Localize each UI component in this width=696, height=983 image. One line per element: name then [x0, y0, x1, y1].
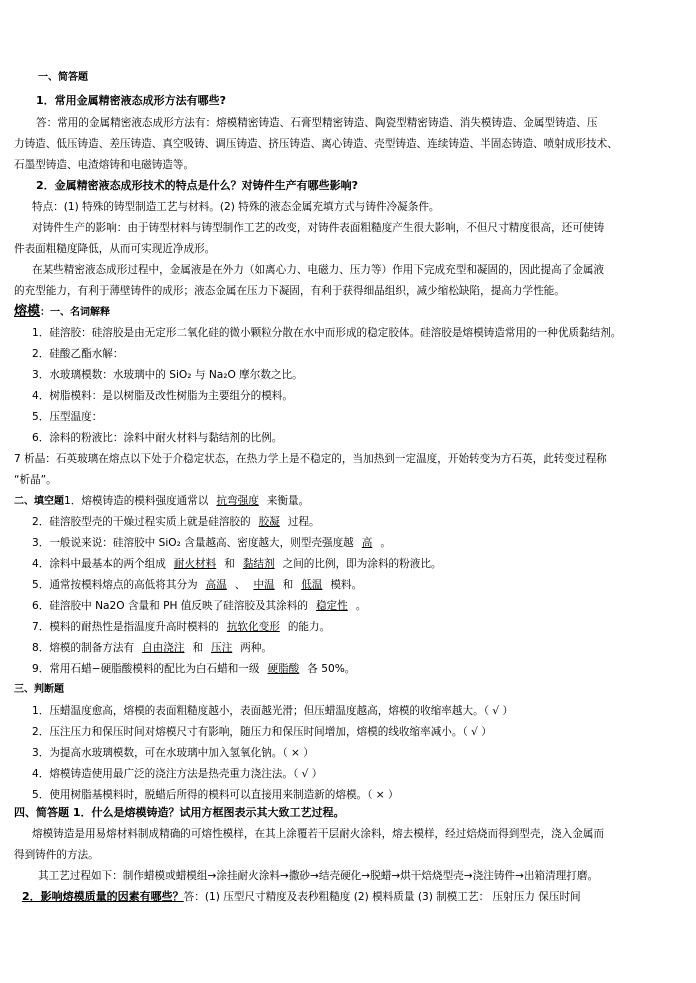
fill-item-1: 二、填空题1．熔模铸造的模料强度通常以 抗弯强度 来衡量。 — [14, 495, 310, 507]
blank-answer: 高 — [361, 537, 373, 549]
fill-item-8: 8．熔模的制备方法有 自由浇注 和 压注 两种。 — [32, 642, 273, 654]
blank-answer: 高温 — [205, 579, 227, 591]
definition-item: 3．水玻璃模数：水玻璃中的 SiO₂ 与 Na₂O 摩尔数之比。 — [32, 369, 303, 381]
answer-2-line: 对铸件生产的影响：由于铸型材料与铸型制作工艺的改变，对铸件表面粗糙度产生很大影响，不但尺寸精度很高，还可使铸 — [32, 222, 605, 234]
blank-answer: 稳定性 — [315, 600, 348, 612]
question-influence — [22, 890, 581, 904]
definition-item: 4．树脂模料：是以树脂及改性树脂为主要组分的模料。 — [32, 390, 293, 402]
topic-title: 熔模 — [14, 304, 41, 319]
blank-answer: 黏结剂 — [242, 558, 275, 570]
answer-2-line: 的充型能力，有利于薄壁铸件的成形；液态金属在压力下凝固，有利于获得细晶组织，减少缩松缺陷，提高力学性能。 — [14, 285, 565, 297]
answer-2-line: 件表面粗糙度降低，从而可实现近净成形。 — [14, 243, 216, 255]
fill-item-2: 2．硅溶胶型壳的干燥过程实质上就是硅溶胶的 胶凝 过程。 — [32, 516, 320, 528]
process-line: 其工艺过程如下：制作蜡模或蜡模组→涂挂耐火涂料→撒砂→结壳硬化→脱蜡→烘干焙烧型壳→浇注铸件→出箱清理打磨。 — [38, 870, 599, 882]
answer-2-line: 在某些精密液态成形过程中，金属液是在外力（如离心力、电磁力、压力等）作用下完成充型和凝固的，因此提高了金属液 — [32, 264, 605, 276]
definition-item-7-cont: “析晶”。 — [14, 474, 57, 486]
judge-item: 3．为提高水玻璃模数，可在水玻璃中加入氢氧化钠。（ × ） — [32, 747, 314, 759]
definitions-heading — [14, 305, 110, 320]
fill-item-3: 3．一般说来说：硅溶胶中 SiO₂ 含量越高、密度越大，则型壳强度越 高 。 — [32, 537, 391, 549]
answer-1-line: 石墨型铸造、电渣熔铸和电磁铸造等。 — [14, 159, 195, 171]
section-header-true-false: 三、判断题 — [14, 684, 64, 695]
blank-answer: 抗软化变形 — [226, 621, 280, 633]
answer-1-line: 力铸造、低压铸造、差压铸造、真空吸铸、调压铸造、挤压铸造、离心铸造、壳型铸造、连续铸造、半固态铸造、喷射成形技术、 — [14, 138, 618, 150]
judge-item: 4．熔模铸造使用最广泛的浇注方法是热壳重力浇注法。（ √ ） — [32, 768, 323, 780]
judge-item: 1．压蜡温度愈高，熔模的表面粗糙度越小，表面越光滑；但压蜡温度越高，熔模的收缩率越大。（ √ ） — [32, 705, 514, 717]
answer-text: 答：(1) 压型尺寸精度及表秒粗糙度 (2) 模料质量 (3) 制模工艺： 压射压力 保压时间 — [183, 891, 581, 903]
blank-answer: 低温 — [301, 579, 323, 591]
fill-item-5: 5．通常按模料熔点的高低将其分为 高温 、 中温 和 低温 模料。 — [32, 579, 363, 591]
answer-2-line: 特点：(1) 特殊的铸型制造工艺与材料。(2) 特殊的液态金属充填方式与铸件冷凝条件。 — [32, 201, 440, 213]
definition-item: 1．硅溶胶：硅溶胶是由无定形二氧化硅的微小颗粒分散在水中而形成的稳定胶体。硅溶胶是熔模铸造常用的一种优质黏结剂。 — [32, 327, 622, 339]
question-text: 2．影响熔模质量的因素有哪些？ — [22, 890, 184, 903]
blank-answer: 硬脂酸 — [267, 663, 300, 675]
answer-1-line: 答：常用的金属精密液态成形方法有：熔模精密铸造、石膏型精密铸造、陶瓷型精密铸造、消失模铸造、金属型铸造、压 — [36, 117, 598, 129]
definition-item-7: 7 析晶：石英玻璃在熔点以下处于介稳定状态，在热力学上是不稳定的，当加热到一定温度，开始转变为方石英，此转变过程称 — [14, 453, 607, 465]
blank-answer: 抗弯强度 — [216, 495, 259, 507]
fill-item-9: 9．常用石蜡−硬脂酸模料的配比为白石蜡和一级 硬脂酸 各 50%。 — [32, 663, 356, 675]
definition-item: 6．涂料的粉液比：涂料中耐火材料与黏结剂的比例。 — [32, 432, 283, 444]
question-1: 1．常用金属精密液态成形方法有哪些? — [36, 94, 227, 107]
blank-answer: 自由浇注 — [142, 642, 185, 654]
section-header-short-answer: 一、简答题 — [38, 72, 88, 83]
judge-item: 2．压注压力和保压时间对熔模尺寸有影响，随压力和保压时间增加，熔模的线收缩率减小。（ √ ） — [32, 726, 492, 738]
fill-item-4: 4．涂料中最基本的两个组成 耐火材料 和 黏结剂 之间的比例，即为涂料的粉液比。 — [32, 558, 442, 570]
fill-item-7: 7．模料的耐热性是指温度升高时模料的 抗软化变形 的能力。 — [32, 621, 331, 633]
blank-answer: 压注 — [211, 642, 233, 654]
fill-item-6: 6．硅溶胶中 Na2O 含量和 PH 值反映了硅溶胶及其涂料的 稳定性 。 — [32, 600, 367, 612]
section-header-definitions: ：一、名词解释 — [40, 307, 111, 318]
definition-item: 5．压型温度： — [32, 411, 103, 423]
judge-item: 5．使用树脂基模料时，脱蜡后所得的模料可以直接用来制造新的熔模。（ × ） — [32, 789, 399, 801]
definition-item: 2．硅酸乙酯水解： — [32, 348, 124, 360]
question-2: 2．金属精密液态成形技术的特点是什么？对铸件生产有哪些影响? — [36, 179, 359, 192]
blank-answer: 耐火材料 — [173, 558, 217, 570]
answer-line: 熔模铸造是用易熔材料制成精确的可熔性模样，在其上涂覆若干层耐火涂料，熔去模样，经过焙烧而得到型壳，浇入金属而 — [32, 828, 605, 840]
answer-line: 得到铸件的方法。 — [14, 849, 99, 861]
blank-answer: 中温 — [253, 579, 275, 591]
blank-answer: 胶凝 — [258, 516, 280, 528]
section-header-fill-in: 二、填空题 — [14, 496, 64, 507]
section-header-short-answer-2: 四、简答题 1．什么是熔模铸造？试用方框图表示其大致工艺过程。 — [14, 806, 345, 819]
